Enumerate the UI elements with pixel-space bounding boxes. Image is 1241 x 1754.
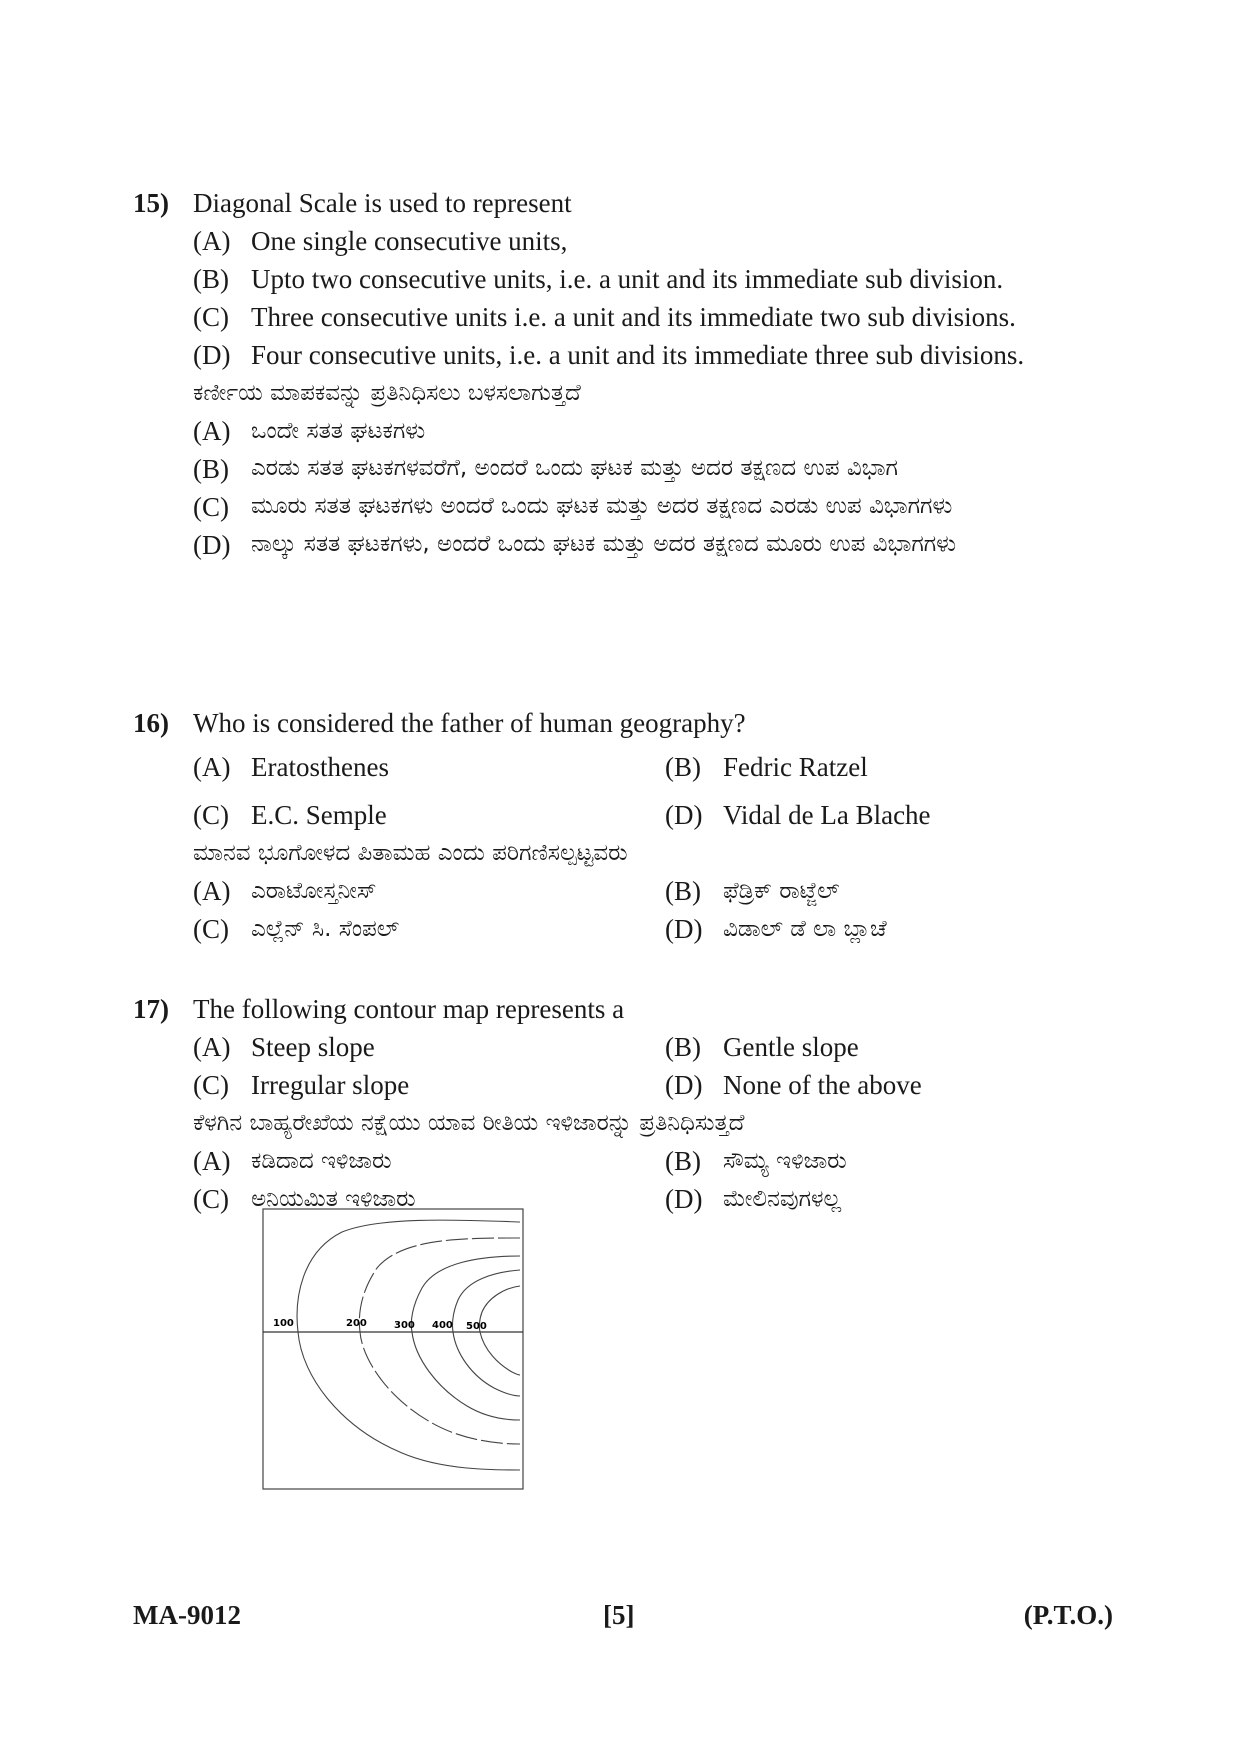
question-text: Diagonal Scale is used to represent	[193, 188, 572, 218]
kannada-option-a	[193, 872, 665, 910]
option-c	[193, 1066, 665, 1104]
option-label: (A)	[193, 1032, 231, 1062]
kannada-question-text: ಕರ್ಣೀಯ ಮಾಪಕವನ್ನು ಪ್ರತಿನಿಧಿಸಲು ಬಳಸಲಾಗುತ್ತದೆ	[193, 380, 581, 406]
kannada-option-d	[665, 1180, 1113, 1218]
option-label: (C)	[193, 1184, 229, 1214]
option-text: Vidal de La Blache	[723, 800, 931, 830]
option-label: (A)	[193, 226, 231, 256]
option-a	[193, 748, 665, 786]
option-label: (A)	[193, 416, 231, 446]
option-text: ಫೆಡ್ರಿಕ್ ರಾಟ್ಜೆಲ್	[723, 878, 840, 904]
option-label: (D)	[665, 1184, 703, 1214]
option-c	[193, 298, 1113, 336]
kannada-question-text: ಕೆಳಗಿನ ಬಾಹ್ಯರೇಖೆಯ ನಕ್ಷೆಯು ಯಾವ ರೀತಿಯ ಇಳಿಜಾರನ್ನು ಪ್ರತಿನಿಧಿಸುತ್ತದೆ	[193, 1110, 745, 1136]
kannada-option-b	[665, 872, 1113, 910]
contour-label: 400	[432, 1320, 453, 1331]
kannada-option-d	[665, 910, 1113, 948]
option-text: Four consecutive units, i.e. a unit and its immediate three sub divisions.	[251, 340, 1025, 370]
contour-label: 100	[273, 1318, 294, 1329]
kannada-option-b	[193, 450, 1113, 488]
contour-400	[453, 1270, 520, 1396]
option-a	[193, 222, 1113, 260]
contour-map	[262, 1208, 524, 1490]
question-number: 15)	[133, 188, 169, 218]
question-text: The following contour map represents a	[193, 994, 625, 1024]
kannada-question-text: ಮಾನವ ಭೂಗೋಳದ ಪಿತಾಮಹ ಎಂದು ಪರಿಗಣಿಸಲ್ಪಟ್ಟವರು	[193, 840, 628, 866]
option-text: ಮೇಲಿನವುಗಳಲ್ಲ	[723, 1186, 842, 1212]
option-label: (C)	[193, 800, 229, 830]
kannada-option-c	[193, 488, 1113, 526]
question-15	[133, 184, 1113, 564]
kannada-option-d	[193, 526, 1113, 564]
option-label: (D)	[665, 800, 703, 830]
option-text: ಅನಿಯಮಿತ ಇಳಿಜಾರು	[251, 1186, 416, 1212]
option-label: (A)	[193, 876, 231, 906]
option-text: Fedric Ratzel	[723, 752, 868, 782]
option-text: ಸೌಮ್ಯ ಇಳಿಜಾರು	[723, 1148, 847, 1174]
kannada-option-a	[193, 1142, 665, 1180]
kannada-option-c	[193, 910, 665, 948]
option-d	[193, 336, 1113, 374]
option-label: (B)	[665, 752, 701, 782]
contour-200	[359, 1238, 520, 1444]
option-label: (C)	[193, 302, 229, 332]
option-label: (D)	[665, 1070, 703, 1100]
option-label: (A)	[193, 752, 231, 782]
option-label: (B)	[665, 876, 701, 906]
exam-code: MA-9012	[133, 1600, 241, 1630]
option-a	[193, 1028, 665, 1066]
question-17	[133, 990, 1113, 1218]
pto-note: (P.T.O.)	[1023, 1600, 1113, 1630]
option-text: Upto two consecutive units, i.e. a unit and its immediate sub division.	[251, 264, 1004, 294]
kannada-option-a	[193, 412, 1113, 450]
contour-label: 500	[466, 1321, 487, 1332]
question-number: 17)	[133, 994, 169, 1024]
page-footer	[133, 1600, 1113, 1631]
option-label: (B)	[193, 264, 229, 294]
question-text: Who is considered the father of human geography?	[193, 708, 746, 738]
option-text: ಮೂರು ಸತತ ಘಟಕಗಳು ಅಂದರೆ ಒಂದು ಘಟಕ ಮತ್ತು ಅದರ ತಕ್ಷಣದ ಎರಡು ಉಪ ವಿಭಾಗಗಳು	[251, 493, 953, 519]
option-text: ನಾಲ್ಕು ಸತತ ಘಟಕಗಳು, ಅಂದರೆ ಒಂದು ಘಟಕ ಮತ್ತು ಅದರ ತಕ್ಷಣದ ಮೂರು ಉಪ ವಿಭಾಗಗಳು	[251, 531, 957, 557]
option-text: Steep slope	[251, 1032, 375, 1062]
kannada-option-b	[665, 1142, 1113, 1180]
map-frame	[263, 1209, 523, 1489]
contour-300	[411, 1256, 520, 1420]
option-label: (C)	[193, 914, 229, 944]
option-text: One single consecutive units,	[251, 226, 568, 256]
option-text: Gentle slope	[723, 1032, 859, 1062]
option-text: Irregular slope	[251, 1070, 410, 1100]
option-text: Three consecutive units i.e. a unit and its immediate two sub divisions.	[251, 302, 1016, 332]
option-text: ವಿಡಾಲ್ ಡೆ ಲಾ ಬ್ಲಾಚೆ	[723, 916, 887, 942]
option-label: (B)	[665, 1032, 701, 1062]
option-text: E.C. Semple	[251, 800, 387, 830]
option-text: ಎರಡು ಸತತ ಘಟಕಗಳವರೆಗೆ, ಅಂದರೆ ಒಂದು ಘಟಕ ಮತ್ತು ಅದರ ತಕ್ಷಣದ ಉಪ ವಿಭಾಗ	[251, 455, 898, 481]
option-label: (D)	[193, 530, 231, 560]
option-label: (C)	[193, 1070, 229, 1100]
option-text: ಎಲ್ಲೆನ್ ಸಿ. ಸೆಂಪಲ್	[251, 916, 400, 942]
option-text: ಎರಾಟೋಸ್ತನೀಸ್	[251, 878, 377, 904]
option-text: ಕಡಿದಾದ ಇಳಿಜಾರು	[251, 1148, 392, 1174]
option-label: (C)	[193, 492, 229, 522]
question-16	[133, 704, 1113, 948]
option-b	[665, 748, 1113, 786]
option-label: (D)	[193, 340, 231, 370]
option-b	[665, 1028, 1113, 1066]
option-label: (B)	[665, 1146, 701, 1176]
option-text: Eratosthenes	[251, 752, 389, 782]
page-number: [5]	[603, 1600, 635, 1630]
question-number: 16)	[133, 708, 169, 738]
option-b	[193, 260, 1113, 298]
option-d	[665, 796, 1113, 834]
option-label: (D)	[665, 914, 703, 944]
contour-label: 300	[394, 1320, 415, 1331]
option-c	[193, 796, 665, 834]
option-d	[665, 1066, 1113, 1104]
option-text: ಒಂದೇ ಸತತ ಘಟಕಗಳು	[251, 418, 426, 444]
option-text: None of the above	[723, 1070, 922, 1100]
contour-label: 200	[346, 1318, 367, 1329]
option-label: (B)	[193, 454, 229, 484]
option-label: (A)	[193, 1146, 231, 1176]
